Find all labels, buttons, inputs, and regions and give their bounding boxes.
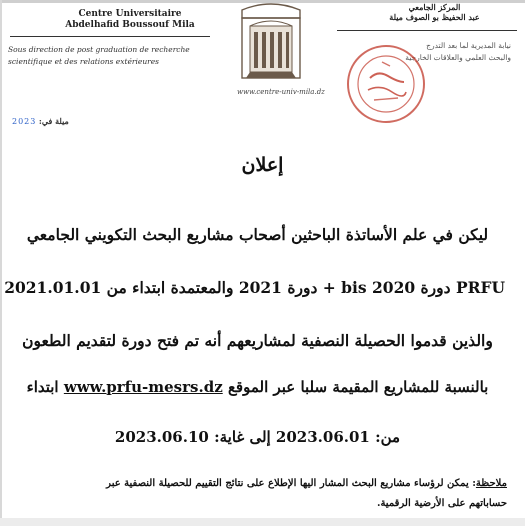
- scan-edge-left: [0, 0, 2, 526]
- header-french-sub2: scientifique et des relations extérieures: [8, 57, 160, 66]
- official-stamp-icon: [344, 42, 428, 126]
- note-text-1: : يمكن لرؤساء مشاريع البحث المشار اليها الإطلاع على نتائج التقييم للحصيلة النصفية عبر: [106, 478, 476, 489]
- prfu-website-link[interactable]: www.prfu-mesrs.dz: [63, 378, 223, 396]
- header-arabic: [352, 2, 517, 22]
- header-arabic-rule: [337, 30, 517, 31]
- page-title: إعلان: [241, 154, 284, 176]
- body-line-1: ليكن في علم الأساتذة الباحثين أصحاب مشاريع البحث التكويني الجامعي: [26, 225, 489, 244]
- header-french-rule: [10, 36, 210, 37]
- body-line-4: [10, 378, 505, 396]
- body-line-3: والذين قدموا الحصيلة النصفية لمشاريعهم أنه تم فتح دورة لتقديم الطعون: [22, 331, 493, 350]
- header-french-line1: Centre Universitaire: [78, 9, 182, 19]
- body-line-2: PRFU دورة 2020 bis + دورة 2021 والمعتمدة ابتداء من 2021.01.01: [4, 278, 505, 297]
- header-french-top: [55, 2, 205, 9]
- header-arabic-line1: المركز الجامعي: [408, 2, 461, 12]
- body-line-5: من: 2023.06.01 إلى غاية: 2023.06.10: [114, 428, 401, 446]
- note-text-2: حساباتهم على الأرضية الرقمية.: [376, 498, 507, 509]
- body-line-4-start: بالنسبة للمشاريع المقيمة سلبا عبر الموقع: [227, 378, 489, 396]
- header-french-sub1: Sous direction de post graduation de recherche: [8, 45, 190, 54]
- logo-url: www.centre-univ-mila.dz: [237, 88, 325, 96]
- header-arabic-sub2: والبحث العلمي والعلاقات الخارجية: [405, 53, 511, 62]
- body-line-4-end: ابتداء: [26, 378, 59, 396]
- note-line-1: [12, 474, 507, 494]
- date-label: ميلة في:: [38, 116, 69, 126]
- university-logo-icon: [236, 2, 306, 88]
- note-label: ملاحظة: [475, 478, 507, 489]
- date-value: 2023: [12, 117, 37, 126]
- header-french-subdirection: [8, 44, 198, 68]
- header-french: [55, 2, 205, 31]
- header-arabic-sub1: نيابة المديرية لما بعد التدرج: [426, 41, 511, 50]
- note-block: [12, 474, 507, 514]
- date-line: [12, 116, 69, 126]
- header-french-line2: Abdelhafid Boussouf Mila: [65, 20, 195, 30]
- header-arabic-line2: عبد الحفيظ بو الصوف ميلة: [389, 12, 480, 22]
- scan-edge-bottom: [0, 518, 525, 526]
